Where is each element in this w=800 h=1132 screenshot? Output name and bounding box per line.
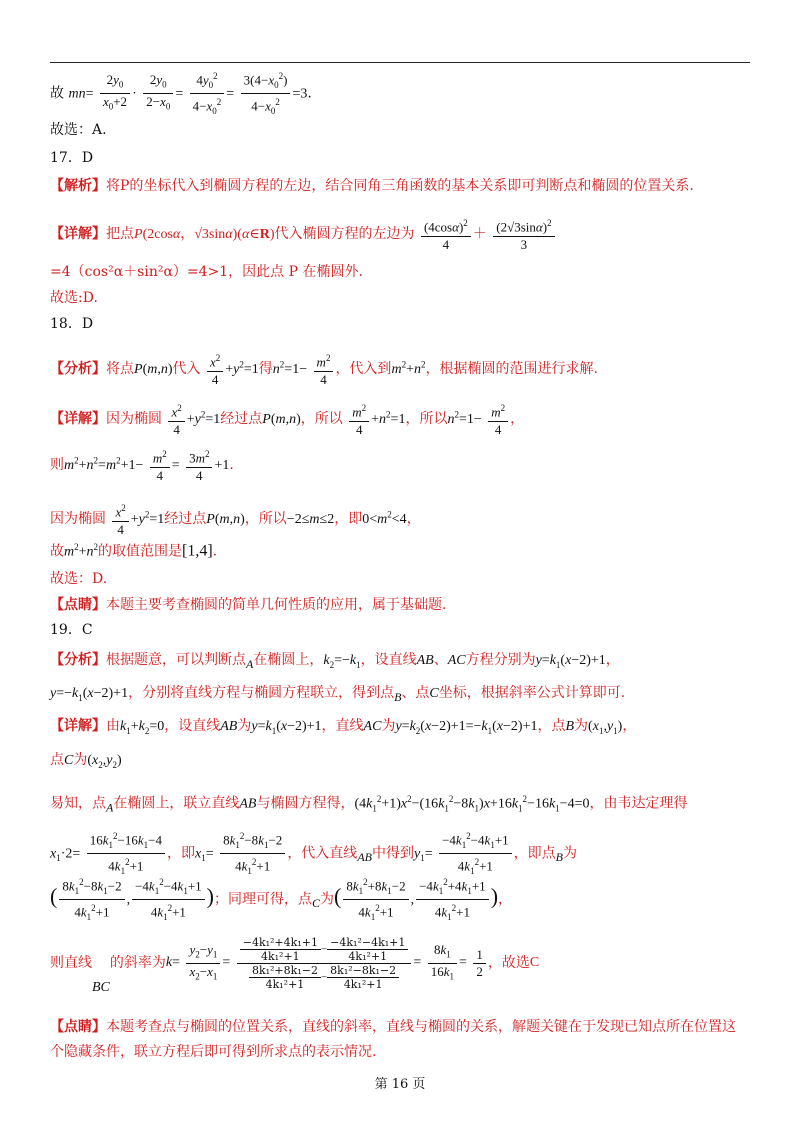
text-gu: 故 [50,85,64,102]
line-mn-result: 故 mn= $\frac{2y_0}{x_0+2}$ · $\frac{2y_0}{2-x_0}$ = $\frac{4y_0^2}{4-x_0^2}$ = $\frac{3(4-x_0^2)}{4-x_0^2}$ =3. [50,68,312,119]
q18-analysis: 【分析】将点P(m,n)代入 $\frac{x^2}{4}$ $+y^2=1$得$n^2=1-$ $\frac{m^2}{4}$ ，代入到$m^2+n^2$，根据椭圆的范围进行求解. [50,350,598,388]
page-number: 第 16 页 [374,1077,426,1092]
answer-a: 故选：A. [50,122,107,138]
q19-analysis-cont: $y=-k_1(x-2)+1$，分别将直线方程与椭圆方程联立，得到点B、点C坐标，根据斜率公式计算即可. [50,685,626,704]
question-18-header: 18．D [50,316,94,332]
q19-point-c: 点C为$(x_2,y_2)$ [50,752,122,770]
q19-detail: 【详解】由$k_1+k_2=0$，设直线AB为$y=k_1(x-2)+1$，直线AC为$y=k_2(x-2)+1=-k_1(x-2)+1$，点B为$(x_1,y_1)$， [50,718,637,736]
question-17-header: 17．D [50,150,94,166]
label-xiangjie: 【详解】 [50,226,106,243]
q19-vieta: $x_1\cdot 2=$ $\frac{16k_1^2-16k_1-4}{4k_1^2+1}$ ，即$x_1=$ $\frac{8k_1^2-8k_1-2}{4k_1^2+1}$ ，代入直线AB中得到$y_1=$ $\frac{-4k_1^2-4k_1+1}{4k_1^2+1}$ ，即点B为 [50,828,577,879]
q17-detail: 【详解】把点P(2cosα，√3sinα)(α∈R)代入椭圆方程的左边为 $\frac{(4\cos\alpha)^2}{4}$ ＋ $\frac{(2√3\sin\alpha)^2}{3}$ [50,215,557,253]
q18-sum: 则$m^2+n^2=m^2+1-$ $\frac{m^2}{4}$ = $\frac{3m^2}{4}$ +1. [50,446,234,484]
label-jiexi: 【解析】 [50,178,106,194]
math-frac-4: $\frac{3(4-x_0^2)}{4-x_0^2}$ [241,68,291,119]
q18-detail: 【详解】因为椭圆 $\frac{x^2}{4}$ $+y^2=1$经过点P(m,n)，所以 $\frac{m^2}{4}$ $+n^2=1$，所以$n^2=1-$ $\frac{m^2}{4}$ ， [50,400,524,438]
question-19-header: 19．C [50,622,93,638]
answer-d-18: 故选：D. [50,571,108,587]
label-dianjing: 【点睛】 [50,597,106,613]
q19-comment: 【点睛】本题考查点与椭圆的位置关系，直线的斜率，直线与椭圆的关系，解题关键在于发现已知点所在位置这 [50,1019,736,1035]
q18-comment: 【点睛】本题主要考查椭圆的简单几何性质的应用，属于基础题. [50,597,447,613]
math-frac-1: $\frac{2y_0}{x_0+2}$ [100,72,130,114]
math-frac-2: $\frac{2y_0}{2-x_0}$ [143,72,173,114]
q18-range: 故$m^2+n^2$的取值范围是[1,4]. [50,542,218,560]
q19-points-bc: ( $\frac{8k_1^2-8k_1-2}{4k_1^2+1}$ , $\frac{-4k_1^2-4k_1+1}{4k_1^2+1}$ )；同理可得，点C为( $\frac{8k_1^2+8k_1-2}{4k_1^2+1}$ , $\frac{-4k_1^2+4k_1+1}{4k_1^2+1}$ )， [50,874,512,925]
label-fenxi: 【分析】 [50,361,106,378]
q17-conclusion: =4（cos²α＋sin²α）=4>1，因此点 P 在椭圆外. [50,264,363,280]
q19-comment-cont: 个隐藏条件，联立方程后即可得到所求点的表示情况. [50,1044,377,1060]
q19-combine: 易知，点A在椭圆上，联立直线AB与椭圆方程得，$(4k_1^2+1)x^2-(16k_1^2-8k_1)x+16k_1^2-16k_1-4=0$，由韦达定理得 [50,794,688,815]
math-mn: mn [68,86,86,102]
header-rule [50,62,750,63]
q19-slope: 则直线BC的斜率为k= $\frac{y_2-y_1}{x_2-x_1}$ = $\frac{\text{−4k₁²+4k₁+1}}{\text{4k₁²+1}}$ − $\frac{\text{−4k₁²−4k₁+1}}{\text{4k₁²+1}}$ $\frac{\text{8k₁²+8k₁−2}}{\text{4k₁²+1}}$ − $\frac{\text{8k₁²−8k₁−2}}{\text{4k₁²+1}}$ = $\frac{8k_1}{16k_1}$ = $\frac{1}{2}$ ，故选C [50,935,540,995]
q18-range-cond: 因为椭圆 $\frac{x^2}{4}$ $+y^2=1$经过点P(m,n)，所以−2≤m≤2，即$0<m^2<4$， [50,500,421,538]
answer-d-17: 故选:D. [50,290,98,306]
q17-analysis: 【解析】将P的坐标代入到椭圆方程的左边，结合同角三角函数的基本关系即可判断点和椭圆的位置关系. [50,178,694,194]
q19-analysis: 【分析】根据题意，可以判断点A在椭圆上，$k_2=-k_1$，设直线AB、AC方程分别为$y=k_1(x-2)+1$， [50,652,620,671]
math-frac-3: $\frac{4y_0^2}{4-x_0^2}$ [190,68,225,119]
